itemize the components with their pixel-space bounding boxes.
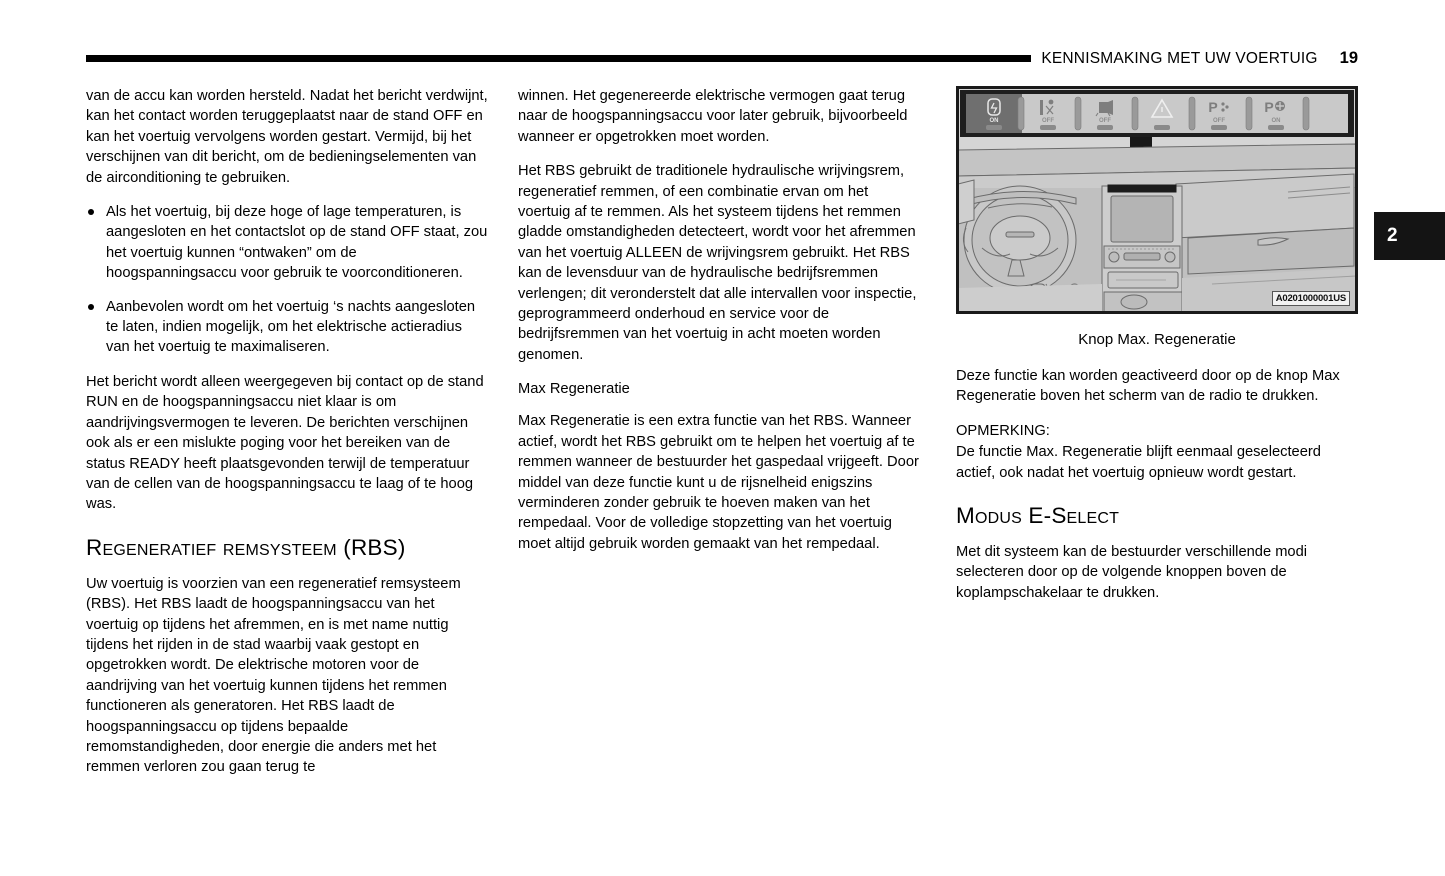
list-item bbox=[86, 202, 488, 284]
bullet-list bbox=[86, 202, 488, 358]
bullet-dot-icon bbox=[88, 304, 94, 310]
svg-text:P: P bbox=[1208, 99, 1218, 115]
page-title: KENNISMAKING MET UW VOERTUIG bbox=[1041, 50, 1318, 67]
figure-dashboard-illustration bbox=[956, 86, 1358, 314]
section-heading-e-select: Modus E-Select bbox=[956, 503, 1120, 529]
subsection-heading-max-regeneratie: Max Regeneratie bbox=[518, 381, 630, 398]
section-heading-rbs: Regeneratief remsysteem (RBS) bbox=[86, 534, 406, 560]
paragraph: winnen. Het gegenereerde elektrische vermogen gaat terug naar de hoogspanningsaccu voor later gebruik, bijvoorbeeld wanneer er opgetrokken moet worden. bbox=[518, 88, 908, 145]
button-state-label: ON bbox=[1271, 118, 1281, 124]
paragraph: Uw voertuig is voorzien van een regeneratief remsysteem (RBS). Het RBS laadt de hoogspanningsaccu van het voertuig op tijdens het afremmen, en is met name nuttig tijdens het rijden in de stad waarbij vaak gestopt en opgetrokken wordt. De elektrische motoren voor de aandrijving van het voertuig kunnen tijdens het remmen functioneren als generatoren. Het RBS laadt de hoogspanningsaccu op tijdens bepaalde remomstandigheden, door energie die anders met het remmen verloren zou gaan terug te bbox=[86, 575, 461, 776]
list-item-text: Aanbevolen wordt om het voertuig ‘s nachts aangesloten te laten, indien mogelijk, om het elektrische actieradius van het voertuig te maximaliseren. bbox=[106, 298, 476, 356]
chapter-tab bbox=[1374, 212, 1445, 260]
button-state-label: OFF bbox=[1042, 118, 1054, 124]
paragraph: Met dit systeem kan de bestuurder verschillende modi selecteren door op de volgende knoppen boven de koplampschakelaar te drukken. bbox=[956, 544, 1308, 601]
page-header bbox=[86, 44, 1358, 72]
button-state-label: OFF bbox=[1099, 118, 1111, 124]
note-text: De functie Max. Regeneratie blijft eenmaal geselecteerd actief, ook nadat het voertuig opnieuw wordt gestart. bbox=[956, 444, 1321, 481]
paragraph: van de accu kan worden hersteld. Nadat het bericht verdwijnt, kan het contact worden teruggeplaatst naar de stand OFF en kan het voertuig vervolgens worden gestart. Vermijd, bij het verschijnen van dit bericht, om de bedieningselementen van de airconditioning te gebruiken. bbox=[86, 88, 488, 186]
dashboard-scene bbox=[958, 144, 1356, 312]
list-item-text: Als het voertuig, bij deze hoge of lage temperaturen, is aangesloten en het contactslot op de stand OFF staat, zou het voertuig kunnen “ontwaken” om de hoogspanningsaccu voor gebruik te voorconditioneren. bbox=[106, 204, 488, 282]
text-column-1 bbox=[86, 86, 488, 792]
note-label: OPMERKING: bbox=[956, 422, 1050, 439]
paragraph: Het RBS gebruikt de traditionele hydraulische wrijvingsrem, regeneratief remmen, of een combinatie ervan om het voertuig af te remmen. Als het systeem tijdens het remmen gladde omstandigheden detecteert, wordt voor het afremmen van het voertuig ALLEEN de wrijvingsrem gebruikt. Het RBS kan de levensduur van de hydraulische bedrijfsremmen verlengen; dit veronderstelt dat alle intervallen voor inspectie, geprogrammeerd onderhoud en service voor de bedrijfsremmen van het voertuig in acht moeten worden genomen. bbox=[518, 163, 917, 363]
figure-caption: Knop Max. Regeneratie bbox=[1078, 331, 1236, 348]
text-column-3 bbox=[956, 86, 1358, 617]
page-number: 19 bbox=[1339, 49, 1358, 67]
button-state-label: ON bbox=[989, 118, 999, 124]
paragraph: Het bericht wordt alleen weergegeven bij contact op de stand RUN en de hoogspanningsaccu niet klaar is om aandrijvingsvermogen te leveren. De berichten verschijnen ook als er een mislukte poging voor het bereiken van de status READY heeft plaatsgevonden terwijl de temperatuur van de cellen van de hoogspanningsaccu te laag of te hoog was. bbox=[86, 373, 484, 513]
paragraph: Deze functie kan worden geactiveerd door op de knop Max Regeneratie boven het scherm van de radio te drukken. bbox=[956, 368, 1340, 405]
svg-text:P: P bbox=[1264, 99, 1274, 115]
list-item bbox=[86, 297, 488, 358]
dashboard-svg bbox=[958, 88, 1356, 312]
button-strip-callout bbox=[960, 90, 1354, 137]
header-title-group bbox=[1031, 44, 1358, 72]
button-state-label: OFF bbox=[1213, 118, 1225, 124]
chapter-tab-number: 2 bbox=[1387, 225, 1398, 246]
paragraph: Max Regeneratie is een extra functie van het RBS. Wanneer actief, wordt het RBS gebruikt om te helpen het voertuig af te remmen wanneer de bestuurder het gaspedaal vrijgeeft. Door middel van deze functie kunt u de rijsnelheid enigszins verminderen zonder gebruik te hoeven maken van het rempedaal. Voor de volledige stopzetting van het voertuig moet altijd gebruik worden gemaakt van het rempedaal. bbox=[518, 413, 919, 552]
bullet-dot-icon bbox=[88, 209, 94, 215]
text-column-2 bbox=[518, 86, 920, 568]
figure-image-id: A0201000001US bbox=[1272, 291, 1350, 306]
